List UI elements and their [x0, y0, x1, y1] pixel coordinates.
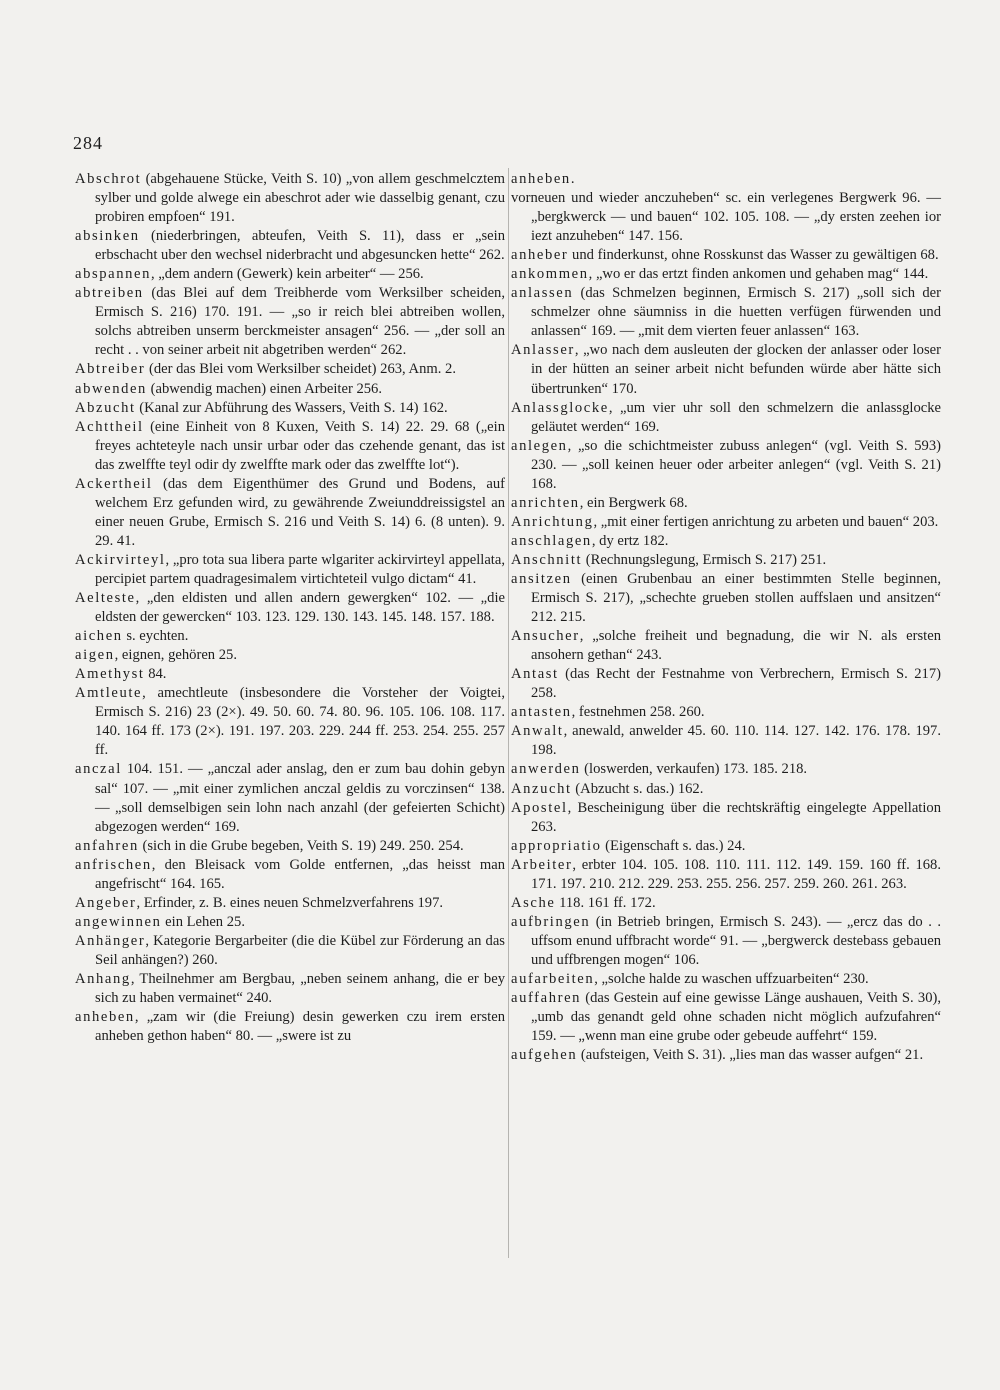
entry-text: (sich in die Grube begeben, Veith S. 19) 249. 250. 254. [138, 837, 464, 854]
entry-headword: Achttheil [75, 418, 144, 435]
glossary-entry [511, 799, 941, 837]
entry-text: ein Lehen 25. [161, 913, 245, 930]
glossary-entry [511, 722, 941, 760]
entry-headword: Abtreiber [75, 361, 146, 378]
entry-text: , Kategorie Bergarbeiter (die die Kübel zur Förderung an das Seil anhängen?) 260. [95, 932, 505, 968]
entry-headword: anwerden [511, 761, 581, 778]
entry-headword: abspannen [75, 266, 151, 283]
glossary-entry [75, 760, 505, 836]
entry-headword: anheber [511, 247, 569, 264]
entry-text: (das Gestein auf eine gewisse Länge aushauen, Veith S. 30), „umb das genandt geld ohne schaden nicht möglich aufzufahren“ 159. — „wenn man eine grube oder gebeude auffehrt“ 159. [531, 990, 941, 1045]
right-column [511, 170, 941, 1065]
entry-text: (in Betrieb bringen, Ermisch S. 243). — „ercz das do . . uffsom enund uffbracht worde“ 91. — „bergwerck destebass gebauen und uffbrengen mogen“ 106. [531, 913, 941, 968]
entry-text: 84. [144, 666, 167, 683]
entry-text: , „pro tota sua libera parte wlgariter ackirvirteyl appellata, percipiet partem quadragesimalem virtichteteil vulgo dictam“ 41. [95, 551, 505, 587]
entry-headword: anlassen [511, 285, 574, 302]
entry-headword: aufbringen [511, 913, 591, 930]
glossary-entry [511, 780, 941, 799]
entry-headword: Anrichtung [511, 513, 594, 530]
entry-headword: aigen [75, 647, 115, 664]
entry-headword: Anlasser [511, 342, 575, 359]
entry-headword: Amtleute [75, 685, 143, 702]
entry-text: (das Recht der Festnahme von Verbrechern, Ermisch S. 217) 258. [531, 666, 941, 702]
glossary-entry [511, 551, 941, 570]
entry-text: , „den eldisten und allen andern gewergken“ 102. — „die eldsten der gewercken“ 103. 123. 129. 130. 143. 145. 148. 157. 188. [95, 590, 505, 626]
entry-text: (der das Blei vom Werksilber scheidet) 263, Anm. 2. [145, 361, 456, 378]
entry-text: , amechtleute (insbesondere die Vorsteher der Voigtei, Ermisch S. 216) 23 (2×). 49. 50. 60. 74. 80. 96. 105. 106. 108. 117. 140. 164 ff. 173 (2×). 191. 197. 203. 229. 244 ff. 253. 254. 255. 257 ff. [95, 685, 505, 759]
glossary-entry [511, 170, 941, 189]
entry-text: , anewald, anwelder 45. 60. 110. 114. 127. 142. 176. 178. 197. 198. [531, 723, 941, 759]
entry-headword: anlegen [511, 437, 568, 454]
entry-headword: Anhänger [75, 932, 146, 949]
entry-text: , „wo nach dem ausleuten der glocken der anlasser oder loser in der hütten an seiner arbeit nicht befunden würde aber hätte sich übertrunken“ 170. [531, 342, 941, 397]
glossary-entry [75, 837, 505, 856]
entry-text: (Abzucht s. das.) 162. [571, 780, 704, 797]
entry-text: (abgehauene Stücke, Veith S. 10) „von allem geschmelcztem sylber und golde alwege ein abeschrot ader wie dasselbig genant, czu probiren empfoen“ 191. [95, 171, 505, 226]
glossary-entry [75, 227, 505, 265]
entry-text: , „solche halde zu waschen uffzuarbeiten“ 230. [594, 970, 869, 987]
entry-headword: anheben [75, 1009, 135, 1026]
entry-headword: Anzucht [511, 780, 572, 797]
glossary-entry [75, 418, 505, 475]
entry-headword: anschlagen [511, 532, 592, 549]
entry-text: , Bescheinigung über die rechtskräftig eingelegte Appellation 263. [531, 799, 941, 835]
entry-headword: Anlassglocke [511, 399, 609, 416]
glossary-entry [75, 475, 505, 551]
glossary-entry [511, 265, 941, 284]
glossary-entry [75, 360, 505, 379]
entry-text: (loswerden, verkaufen) 173. 185. 218. [580, 761, 808, 778]
glossary-entry [511, 913, 941, 970]
entry-headword: Abschrot [75, 171, 142, 187]
entry-headword: Antast [511, 666, 559, 683]
entry-text: s. eychten. [122, 628, 189, 645]
entry-text: (das Blei auf dem Treibherde vom Werksilber scheiden, Ermisch S. 216) 170. 191. — „so ir reich blei abtreiben wollen, solchs abtreiben unserm berckmeister ansagen“ 256. — „der soll an recht . . von seiner arbeit nit abgetriben werden“ 262. [95, 285, 505, 359]
glossary-entry [75, 170, 505, 227]
entry-text: , „zam wir (die Freiung) desin gewerken czu irem ersten anheben gethon haben“ 80. — „swere ist zu [95, 1009, 505, 1045]
glossary-entry [511, 513, 941, 532]
entry-text: (das dem Eigenthümer des Grund und Bodens, auf welchem Erz gefunden wird, zu gewährende Zweiunddreissigstel an einer neuen Grube, Ermisch S. 216 und Veith S. 14) 6. (8 unten). 9. 29. 41. [95, 475, 505, 549]
entry-headword: anheben [511, 171, 571, 187]
entry-headword: angewinnen [75, 913, 162, 930]
entry-headword: Anhang [75, 970, 131, 987]
glossary-entry [511, 437, 941, 494]
entry-headword: Aelteste [75, 590, 136, 607]
glossary-entry [75, 1008, 505, 1046]
glossary-entry [75, 380, 505, 399]
entry-text: , Erfinder, z. B. eines neuen Schmelzverfahrens 197. [136, 894, 444, 911]
entry-text: , den Bleisack vom Golde entfernen, „das heisst man angefrischt“ 164. 165. [95, 856, 505, 892]
glossary-entry [511, 837, 941, 856]
left-column [75, 170, 505, 1046]
glossary-entry [75, 665, 505, 684]
glossary-entry [511, 284, 941, 341]
entry-text: (das Schmelzen beginnen, Ermisch S. 217) „soll sich der schmelzer ohne säumniss in die huetten verfügen fürwenden und anlassen“ 169. — „mit dem vierten feuer anlassen“ 163. [531, 285, 941, 340]
glossary-entry [511, 894, 941, 913]
entry-text: 118. 161 ff. 172. [555, 894, 656, 911]
glossary-entry [75, 284, 505, 360]
entry-headword: Asche [511, 894, 556, 911]
entry-headword: abtreiben [75, 285, 144, 302]
glossary-entry [511, 970, 941, 989]
glossary-entry [511, 989, 941, 1046]
entry-text: (Rechnungslegung, Ermisch S. 217) 251. [582, 551, 827, 568]
column-divider [508, 168, 509, 1258]
glossary-entry [511, 665, 941, 703]
glossary-entry [511, 399, 941, 437]
glossary-entry [75, 913, 505, 932]
entry-headword: aufgehen [511, 1047, 578, 1064]
entry-headword: aichen [75, 628, 123, 645]
entry-headword: Apostel [511, 799, 568, 816]
entry-headword: appropriatio [511, 837, 602, 854]
entry-text: , „solche freiheit und begnadung, die wir N. als ersten ansohern gethan“ 243. [531, 628, 941, 664]
entry-text: (Kanal zur Abführung des Wassers, Veith S. 14) 162. [135, 399, 448, 416]
entry-text: (aufsteigen, Veith S. 31). „lies man das wasser aufgen“ 21. [577, 1047, 924, 1064]
entry-text: . [570, 171, 575, 187]
entry-text: (eine Einheit von 8 Kuxen, Veith S. 14) 22. 29. 68 („ein freyes achteteyle nach unsir urbar oder das czehende genant, das ist das zwelffte teyl odir dy zwelffte mark oder das zwelffte lot“). [95, 418, 505, 473]
entry-text: (Eigenschaft s. das.) 24. [601, 837, 746, 854]
glossary-entry [75, 646, 505, 665]
entry-text: vorneuen und wieder anczuheben“ sc. ein verlegenes Bergwerk 96. — „bergkwerck — und bauen“ 102. 105. 108. — „dy ersten zeehen ior iezt anzuheben“ 147. 156. [511, 190, 941, 245]
entry-headword: aufarbeiten [511, 970, 595, 987]
glossary-entry [511, 627, 941, 665]
glossary-entry [511, 760, 941, 779]
entry-headword: Abzucht [75, 399, 136, 416]
entry-headword: Ackertheil [75, 475, 153, 492]
entry-text: und finderkunst, ohne Rosskunst das Wasser zu gewältigen 68. [568, 247, 939, 264]
entry-text: , dy ertz 182. [591, 532, 669, 549]
glossary-entry [75, 551, 505, 589]
entry-headword: absinken [75, 228, 140, 245]
glossary-entry [75, 627, 505, 646]
glossary-entry [511, 570, 941, 627]
glossary-entry [511, 494, 941, 513]
entry-headword: ankommen [511, 266, 589, 283]
glossary-entry [75, 589, 505, 627]
glossary-entry [75, 970, 505, 1008]
entry-headword: Arbeiter [511, 856, 573, 873]
entry-text: , „dem andern (Gewerk) kein arbeiter“ — 256. [151, 266, 424, 283]
entry-text: , „um vier uhr soll den schmelzern die anlassglocke geläutet werden“ 169. [531, 399, 941, 435]
entry-headword: Ansucher [511, 628, 580, 645]
entry-text: (einen Grubenbau an einer bestimmten Stelle beginnen, Ermisch S. 217), „schechte grueben stollen auffslaen und ansitzen“ 212. 215. [531, 570, 941, 626]
entry-headword: Anwalt [511, 723, 564, 740]
glossary-entry [75, 894, 505, 913]
entry-text: , Theilnehmer am Bergbau, „neben seinem anhang, die er bey sich zu haben vermainet“ 240. [95, 970, 505, 1007]
entry-headword: anczal [75, 761, 122, 778]
entry-headword: anfrischen [75, 856, 152, 873]
glossary-entry [75, 856, 505, 894]
glossary-entry [511, 532, 941, 551]
entry-text: , „so die schichtmeister zubuss anlegen“ (vgl. Veith S. 593) 230. — „soll keinen heuer oder arbeiter anlegen“ (vgl. Veith S. 21) 168. [531, 437, 941, 492]
entry-headword: Angeber [75, 894, 137, 911]
entry-headword: antasten [511, 704, 572, 721]
entry-headword: Anschnitt [511, 551, 583, 568]
glossary-entry [75, 932, 505, 970]
glossary-entry [75, 684, 505, 760]
glossary-entry [511, 341, 941, 398]
entry-headword: Amethyst [75, 666, 145, 683]
entry-headword: auffahren [511, 990, 582, 1007]
page-number: 284 [73, 133, 103, 153]
entry-headword: Ackirvirteyl [75, 551, 166, 568]
glossary-entry [511, 189, 941, 246]
entry-text: 104. 151. — „anczal ader anslag, den er zum bau dohin gebyn sal“ 107. — „mit einer zymlichen anczal geldis zu vorczinsen“ 138. — „soll demselbigen sein lohn nach anzahl (der gefeierten Schicht) abgezogen werden“ 169. [95, 761, 505, 835]
glossary-entry [511, 856, 941, 894]
entry-text: (abwendig machen) einen Arbeiter 256. [146, 380, 383, 397]
glossary-entry [75, 399, 505, 418]
entry-text: , erbter 104. 105. 108. 110. 111. 112. 149. 159. 160 ff. 168. 171. 197. 210. 212. 229. 253. 255. 256. 257. 259. 260. 261. 263. [531, 856, 941, 892]
entry-text: , „mit einer fertigen anrichtung zu arbeten und bauen“ 203. [593, 513, 939, 530]
entry-headword: abwenden [75, 380, 147, 397]
glossary-entry [511, 703, 941, 722]
entry-text: , ein Bergwerk 68. [579, 494, 688, 511]
entry-text: (niederbringen, abteufen, Veith S. 11), dass er „sein erbschacht uber den wechsel niderbracht und abgesuncken hette“ 262. [95, 228, 505, 264]
entry-text: , „wo er das ertzt finden ankomen und gehaben mag“ 144. [588, 266, 929, 283]
entry-headword: anfahren [75, 837, 139, 854]
glossary-entry [511, 246, 941, 265]
entry-headword: ansitzen [511, 570, 572, 587]
glossary-entry [75, 265, 505, 284]
entry-text: , eignen, gehören 25. [114, 647, 237, 664]
entry-headword: anrichten [511, 494, 580, 511]
entry-text: , festnehmen 258. 260. [571, 704, 705, 721]
glossary-entry [511, 1046, 941, 1065]
